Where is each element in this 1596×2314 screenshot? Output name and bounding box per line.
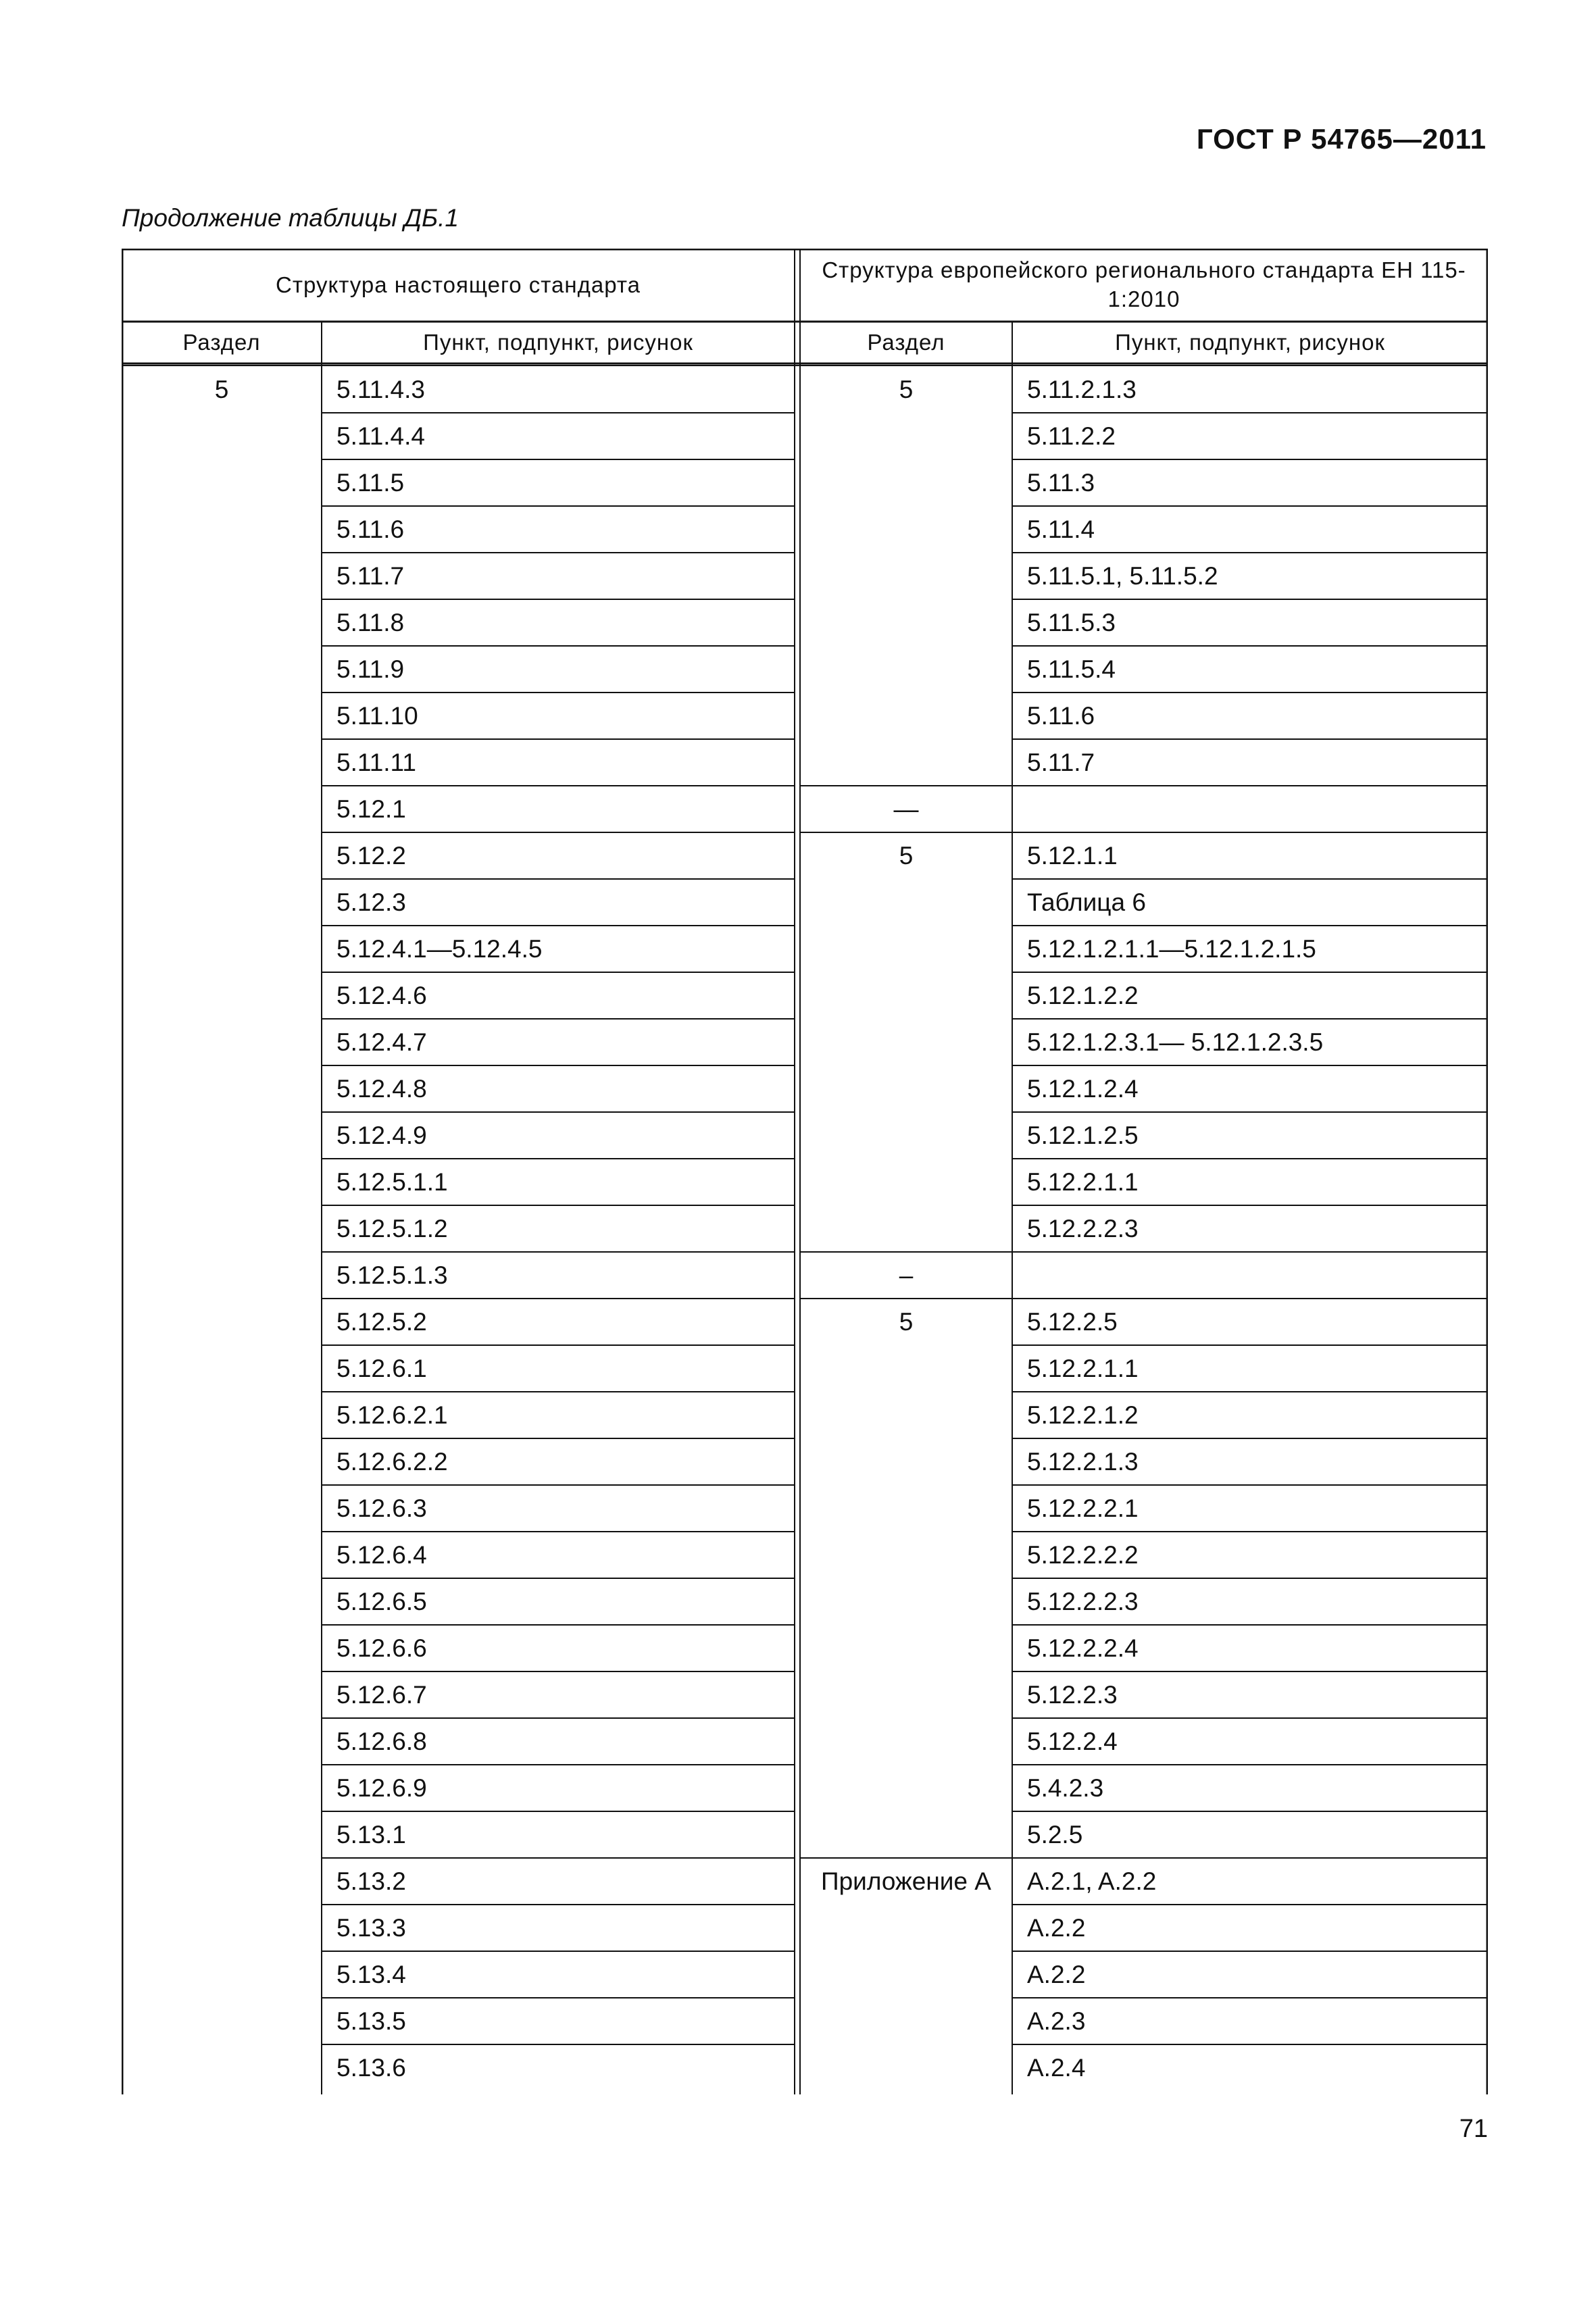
table-cell-clause-b: 5.12.6.3 [336, 1494, 427, 1522]
group-header-european-standard: Структура европейского регионального стандарта ЕН 115-1:2010 [822, 257, 1466, 311]
table-cell-clause-b: 5.11.9 [336, 655, 405, 683]
table-cell-clause-d: 5.12.1.1 [1027, 841, 1118, 870]
table-cell-clause-d: Таблица 6 [1027, 888, 1146, 916]
table-cell-clause-d: 5.2.5 [1027, 1820, 1083, 1848]
table-cell-clause-d: A.2.1, A.2.2 [1027, 1867, 1157, 1895]
table-cell-clause-d: 5.12.1.2.5 [1027, 1121, 1139, 1149]
section-cell-right: Приложение А [821, 1867, 991, 1895]
table-cell-clause-b: 5.12.5.2 [336, 1307, 427, 1336]
section-cell-right: — [893, 795, 919, 823]
section-cell-left: 5 [214, 375, 229, 403]
table-cell-clause-b: 5.12.6.2.2 [336, 1447, 448, 1476]
table-cell-clause-d: 5.11.4 [1027, 515, 1095, 543]
table-cell-clause-d: 5.4.2.3 [1027, 1774, 1104, 1802]
column-header-clause-b: Пункт, подпункт, рисунок [423, 329, 693, 355]
table-cell-clause-b: 5.11.11 [336, 748, 416, 776]
table-cell-clause-b: 5.12.5.1.2 [336, 1214, 448, 1242]
table-cell-clause-d: A.2.4 [1027, 2053, 1086, 2082]
table-cell-clause-b: 5.12.6.5 [336, 1587, 427, 1615]
table-cell-clause-d: 5.12.2.1.1 [1027, 1167, 1139, 1196]
table-cell-clause-d: 5.12.2.1.1 [1027, 1354, 1139, 1382]
document-header: ГОСТ Р 54765—2011 [1196, 123, 1487, 155]
table-cell-clause-b: 5.12.4.6 [336, 981, 427, 1009]
table-cell-clause-d: 5.12.2.4 [1027, 1727, 1118, 1755]
table-cell-clause-b: 5.11.7 [336, 561, 405, 590]
table-cell-clause-b: 5.12.5.1.1 [336, 1167, 448, 1196]
table-cell-clause-b: 5.13.6 [336, 2053, 406, 2082]
table-cell-clause-b: 5.12.3 [336, 888, 406, 916]
table-cell-clause-b: 5.13.4 [336, 1960, 406, 1988]
table-cell-clause-d: 5.11.2.2 [1027, 422, 1116, 450]
comparison-table [122, 249, 1488, 2094]
table-cell-clause-d: 5.12.1.2.1.1—5.12.1.2.1.5 [1027, 934, 1316, 963]
table-cell-clause-d: 5.12.1.2.3.1— 5.12.1.2.3.5 [1027, 1028, 1324, 1056]
table-cell-clause-b: 5.12.4.1—5.12.4.5 [336, 934, 543, 963]
table-cell-clause-d: 5.12.2.2.2 [1027, 1540, 1139, 1569]
table-cell-clause-d: 5.12.2.1.2 [1027, 1401, 1139, 1429]
column-header-section-c: Раздел [867, 329, 945, 355]
table-cell-clause-d [1012, 1252, 1488, 1299]
table-cell-clause-b: 5.12.1 [336, 795, 406, 823]
table-cell-clause-d: 5.11.7 [1027, 748, 1095, 776]
table-cell-clause-b: 5.12.2 [336, 841, 406, 870]
table-cell-clause-d: 5.12.2.2.3 [1027, 1587, 1139, 1615]
table-cell-clause-d: 5.12.2.1.3 [1027, 1447, 1139, 1476]
table-cell-clause-d: 5.11.5.3 [1027, 608, 1116, 636]
table-cell-clause-b: 5.12.6.2.1 [336, 1401, 448, 1429]
table-cell-clause-b: 5.12.6.7 [336, 1680, 427, 1709]
table-cell-clause-b: 5.13.3 [336, 1913, 406, 1942]
table-cell-clause-b: 5.12.6.8 [336, 1727, 427, 1755]
table-cell-clause-b: 5.12.6.1 [336, 1354, 427, 1382]
table-cell-clause-b: 5.12.4.7 [336, 1028, 427, 1056]
section-cell-right: – [899, 1261, 914, 1289]
table-cell-clause-b: 5.12.6.9 [336, 1774, 427, 1802]
section-cell-right: 5 [899, 841, 914, 870]
group-header-this-standard: Структура настоящего стандарта [276, 272, 641, 297]
table-cell-clause-b: 5.12.4.8 [336, 1074, 427, 1103]
table-cell-clause-d: 5.12.2.5 [1027, 1307, 1118, 1336]
table-caption: Продолжение таблицы ДБ.1 [122, 204, 459, 232]
table-cell-clause-b: 5.13.5 [336, 2007, 406, 2035]
table-cell-clause-d: 5.11.6 [1027, 701, 1095, 730]
column-header-clause-d: Пункт, подпункт, рисунок [1115, 329, 1385, 355]
table-cell-clause-d: 5.12.2.2.3 [1027, 1214, 1139, 1242]
table-cell-clause-d: A.2.2 [1027, 1913, 1086, 1942]
table-cell-clause-b: 5.11.5 [336, 468, 405, 497]
section-cell-right: 5 [899, 375, 914, 403]
table-cell-clause-b: 5.11.6 [336, 515, 405, 543]
table-cell-clause-b: 5.11.4.3 [336, 375, 425, 403]
table-cell-clause-d: 5.11.5.4 [1027, 655, 1116, 683]
table-cell-clause-d: 5.12.1.2.2 [1027, 981, 1139, 1009]
table-cell-clause-d: A.2.2 [1027, 1960, 1086, 1988]
table-cell-clause-d: 5.12.2.2.4 [1027, 1634, 1139, 1662]
table-cell-clause-b: 5.12.4.9 [336, 1121, 427, 1149]
table-cell-clause-d: A.2.3 [1027, 2007, 1086, 2035]
column-header-section-a: Раздел [182, 329, 261, 355]
table-cell-clause-d [1012, 786, 1488, 832]
table-cell-clause-d: 5.12.1.2.4 [1027, 1074, 1139, 1103]
table-cell-clause-b: 5.12.6.4 [336, 1540, 427, 1569]
table-cell-clause-d: 5.12.2.3 [1027, 1680, 1118, 1709]
table-cell-clause-b: 5.11.4.4 [336, 422, 425, 450]
page-number: 71 [1459, 2115, 1488, 2143]
table-cell-clause-b: 5.12.6.6 [336, 1634, 427, 1662]
table-cell-clause-b: 5.13.2 [336, 1867, 406, 1895]
table-cell-clause-b: 5.11.10 [336, 701, 418, 730]
table-cell-clause-b: 5.11.8 [336, 608, 405, 636]
table-cell-clause-d: 5.11.2.1.3 [1027, 375, 1137, 403]
section-cell-right: 5 [899, 1307, 914, 1336]
table-cell-clause-b: 5.13.1 [336, 1820, 406, 1848]
table-cell-clause-d: 5.11.5.1, 5.11.5.2 [1027, 561, 1218, 590]
table-cell-clause-b: 5.12.5.1.3 [336, 1261, 448, 1289]
table-cell-clause-d: 5.11.3 [1027, 468, 1095, 497]
table-cell-clause-d: 5.12.2.2.1 [1027, 1494, 1139, 1522]
